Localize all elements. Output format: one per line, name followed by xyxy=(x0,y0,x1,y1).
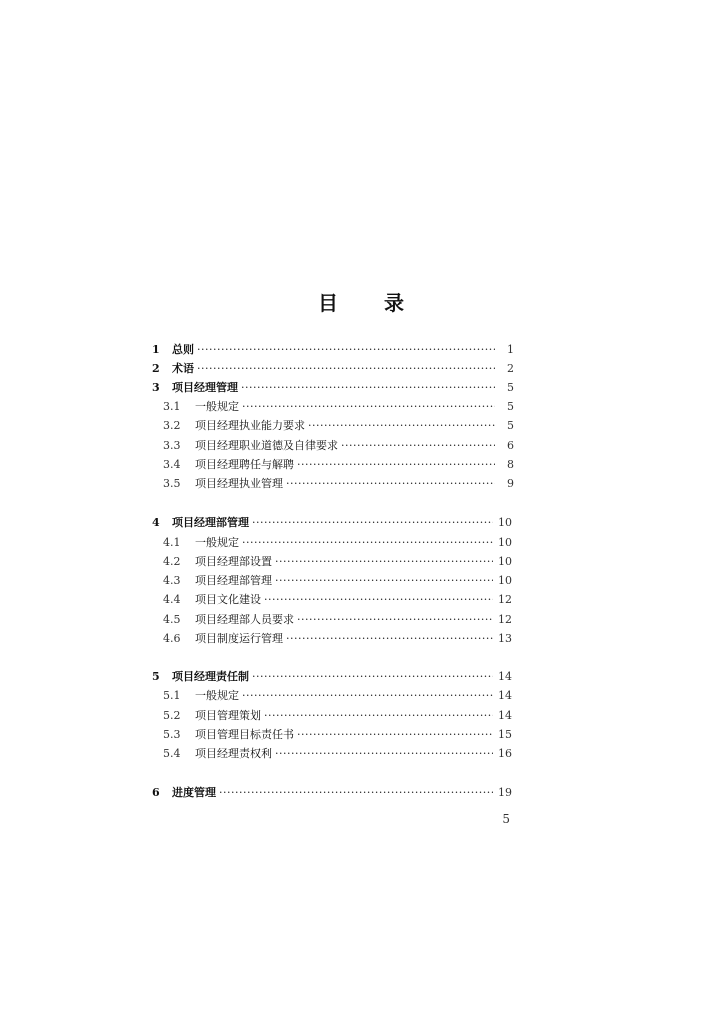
toc-entry-number: 4 xyxy=(152,516,160,529)
toc-leader-dots xyxy=(275,572,493,590)
toc-entry-number: 5.3 xyxy=(163,728,181,741)
toc-leader-dots xyxy=(252,514,493,532)
toc-leader-dots xyxy=(275,553,493,571)
toc-entry-number: 5.2 xyxy=(163,709,181,722)
toc-entry-number: 3.3 xyxy=(163,439,181,452)
toc-entry-page: 5 xyxy=(507,400,514,413)
toc-entry-label: 一般规定 xyxy=(195,689,239,702)
toc-entry-label: 项目经理部管理 xyxy=(172,516,249,529)
toc-entry-label: 项目经理执业能力要求 xyxy=(195,419,305,432)
toc-entry-label: 项目管理策划 xyxy=(195,709,261,722)
toc-entry-page: 14 xyxy=(498,709,512,722)
toc-section-row xyxy=(163,630,512,648)
toc-entry-label: 进度管理 xyxy=(172,786,216,799)
toc-section-row xyxy=(163,456,514,474)
toc-entry-page: 13 xyxy=(498,632,512,645)
toc-entry-label: 项目经理部人员要求 xyxy=(195,613,294,626)
toc-leader-dots xyxy=(275,745,493,763)
toc-entry-label: 项目经理责任制 xyxy=(172,670,249,683)
toc-entry-number: 5.4 xyxy=(163,747,181,760)
toc-entry-label: 项目经理职业道德及自律要求 xyxy=(195,439,338,452)
toc-entry-label: 项目文化建设 xyxy=(195,593,261,606)
toc-entry-number: 5.1 xyxy=(163,689,181,702)
toc-section-row xyxy=(163,745,512,763)
toc-leader-dots xyxy=(241,379,495,397)
toc-leader-dots xyxy=(264,707,493,725)
toc-entry-label: 项目管理目标责任书 xyxy=(195,728,294,741)
toc-entry-number: 3 xyxy=(152,381,160,394)
toc-entry-number: 3.2 xyxy=(163,419,181,432)
toc-leader-dots xyxy=(197,360,495,378)
toc-chapter-row xyxy=(152,341,514,359)
toc-entry-page: 19 xyxy=(498,786,512,799)
toc-entry-page: 12 xyxy=(498,593,512,606)
toc-section-row xyxy=(163,398,514,416)
toc-section-row xyxy=(163,417,514,435)
toc-leader-dots xyxy=(297,611,493,629)
toc-section-row xyxy=(163,572,512,590)
toc-section-row xyxy=(163,707,512,725)
toc-entry-page: 6 xyxy=(507,439,514,452)
toc-entry-number: 5 xyxy=(152,670,160,683)
toc-entry-number: 4.5 xyxy=(163,613,181,626)
toc-entry-label: 项目经理管理 xyxy=(172,381,238,394)
toc-entry-number: 4.1 xyxy=(163,536,181,549)
toc-entry-number: 3.1 xyxy=(163,400,181,413)
toc-entry-page: 9 xyxy=(507,477,514,490)
toc-entry-number: 4.2 xyxy=(163,555,181,568)
toc-entry-number: 3.5 xyxy=(163,477,181,490)
toc-leader-dots xyxy=(341,437,495,455)
toc-chapter-row xyxy=(152,514,512,532)
toc-entry-page: 1 xyxy=(507,343,514,356)
toc-section-row xyxy=(163,687,512,705)
toc-section-row xyxy=(163,611,512,629)
toc-entry-label: 项目经理聘任与解聘 xyxy=(195,458,294,471)
toc-section-row xyxy=(163,437,514,455)
toc-entry-page: 10 xyxy=(498,536,512,549)
toc-section-row xyxy=(163,534,512,552)
toc-title-left: 目 xyxy=(318,291,340,315)
toc-entry-label: 项目经理执业管理 xyxy=(195,477,283,490)
toc-leader-dots xyxy=(297,726,493,744)
toc-chapter-row xyxy=(152,668,512,686)
toc-entry-number: 1 xyxy=(152,343,160,356)
toc-chapter-row xyxy=(152,784,512,802)
toc-leader-dots xyxy=(242,687,493,705)
toc-leader-dots xyxy=(297,456,495,474)
toc-entry-label: 项目制度运行管理 xyxy=(195,632,283,645)
toc-leader-dots xyxy=(264,591,493,609)
page-number: 5 xyxy=(502,812,510,826)
toc-entry-page: 10 xyxy=(498,574,512,587)
toc-entry-label: 一般规定 xyxy=(195,400,239,413)
toc-entry-label: 总则 xyxy=(172,343,194,356)
toc-leader-dots xyxy=(197,341,495,359)
toc-chapter-row xyxy=(152,379,514,397)
toc-section-row xyxy=(163,726,512,744)
toc-leader-dots xyxy=(219,784,493,802)
toc-entry-page: 15 xyxy=(498,728,512,741)
toc-title-right: 录 xyxy=(384,291,406,315)
toc-entry-number: 4.3 xyxy=(163,574,181,587)
toc-entry-page: 14 xyxy=(498,670,512,683)
toc-entry-page: 8 xyxy=(507,458,514,471)
toc-title xyxy=(0,287,724,316)
toc-section-row xyxy=(163,591,512,609)
toc-section-row xyxy=(163,475,514,493)
toc-entry-page: 2 xyxy=(507,362,514,375)
toc-entry-page: 16 xyxy=(498,747,512,760)
toc-entry-number: 2 xyxy=(152,362,160,375)
toc-leader-dots xyxy=(286,475,495,493)
toc-leader-dots xyxy=(252,668,493,686)
toc-entry-page: 12 xyxy=(498,613,512,626)
toc-entry-page: 5 xyxy=(507,381,514,394)
toc-entry-label: 一般规定 xyxy=(195,536,239,549)
toc-leader-dots xyxy=(308,417,495,435)
toc-chapter-row xyxy=(152,360,514,378)
toc-entry-label: 项目经理部设置 xyxy=(195,555,272,568)
toc-entry-page: 5 xyxy=(507,419,514,432)
toc-leader-dots xyxy=(242,398,495,416)
toc-entry-number: 6 xyxy=(152,786,160,799)
toc-leader-dots xyxy=(242,534,493,552)
toc-entry-number: 4.6 xyxy=(163,632,181,645)
toc-entry-page: 10 xyxy=(498,516,512,529)
toc-entry-number: 4.4 xyxy=(163,593,181,606)
toc-entry-number: 3.4 xyxy=(163,458,181,471)
toc-entry-label: 术语 xyxy=(172,362,194,375)
toc-entry-label: 项目经理部管理 xyxy=(195,574,272,587)
toc-entry-page: 10 xyxy=(498,555,512,568)
toc-section-row xyxy=(163,553,512,571)
toc-leader-dots xyxy=(286,630,493,648)
toc-entry-page: 14 xyxy=(498,689,512,702)
toc-entry-label: 项目经理责权利 xyxy=(195,747,272,760)
